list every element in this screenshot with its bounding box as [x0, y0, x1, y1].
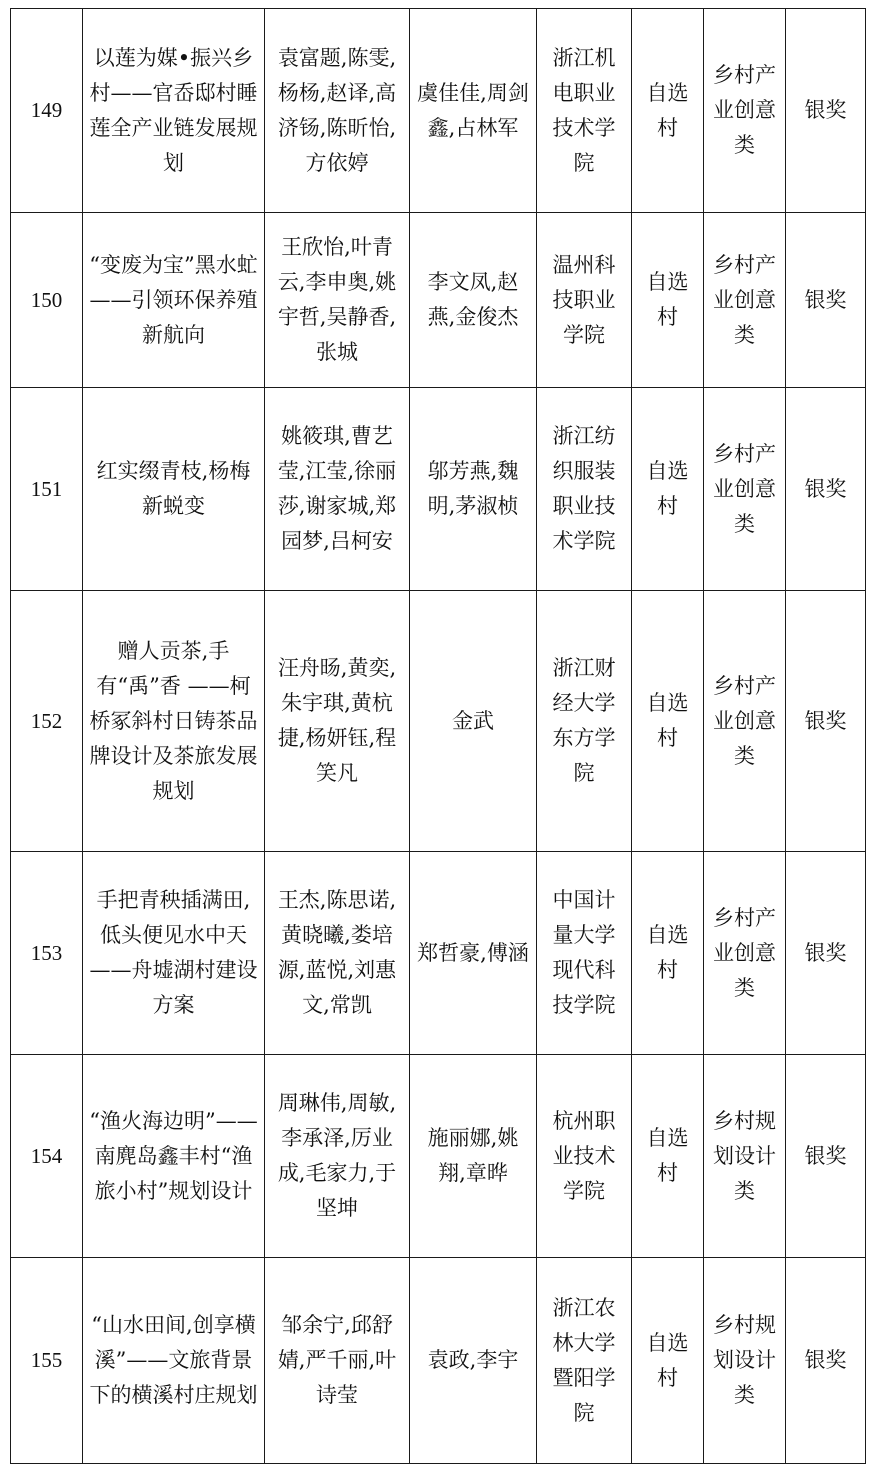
category: 乡村规划设计类 — [704, 1258, 786, 1464]
award: 银奖 — [786, 1055, 866, 1258]
row-number: 149 — [11, 9, 83, 213]
team-members: 姚筱琪,曹艺莹,江莹,徐丽莎,谢家城,郑园梦,吕柯安 — [265, 388, 410, 591]
category: 乡村产业创意类 — [704, 9, 786, 213]
category: 乡村产业创意类 — [704, 213, 786, 388]
school: 温州科技职业学院 — [537, 213, 632, 388]
village-type: 自选村 — [632, 1055, 704, 1258]
school: 浙江纺织服装职业技术学院 — [537, 388, 632, 591]
project-title: 红实缀青枝,杨梅新蜕变 — [83, 388, 265, 591]
row-number: 150 — [11, 213, 83, 388]
team-members: 邹余宁,邱舒婧,严千丽,叶诗莹 — [265, 1258, 410, 1464]
award: 银奖 — [786, 388, 866, 591]
row-number: 155 — [11, 1258, 83, 1464]
village-type: 自选村 — [632, 591, 704, 852]
village-type: 自选村 — [632, 1258, 704, 1464]
village-type: 自选村 — [632, 852, 704, 1055]
table-row — [11, 388, 866, 591]
team-members: 汪舟旸,黄奕,朱宇琪,黄杭捷,杨妍钰,程笑凡 — [265, 591, 410, 852]
school: 中国计量大学现代科技学院 — [537, 852, 632, 1055]
row-number: 153 — [11, 852, 83, 1055]
award: 银奖 — [786, 1258, 866, 1464]
advisors: 袁政,李宇 — [410, 1258, 537, 1464]
village-type: 自选村 — [632, 9, 704, 213]
advisors: 郑哲豪,傅涵 — [410, 852, 537, 1055]
row-number: 152 — [11, 591, 83, 852]
category: 乡村产业创意类 — [704, 852, 786, 1055]
row-number: 151 — [11, 388, 83, 591]
table-row — [11, 852, 866, 1055]
team-members: 周琳伟,周敏,李承泽,厉业成,毛家力,于坚坤 — [265, 1055, 410, 1258]
project-title: 赠人贡茶,手有“禹”香 ——柯桥冢斜村日铸茶品牌设计及茶旅发展规划 — [83, 591, 265, 852]
category: 乡村产业创意类 — [704, 591, 786, 852]
award: 银奖 — [786, 591, 866, 852]
table-row — [11, 213, 866, 388]
advisors: 施丽娜,姚翔,章晔 — [410, 1055, 537, 1258]
project-title: 手把青秧插满田,低头便见水中天——舟墟湖村建设方案 — [83, 852, 265, 1055]
team-members: 王欣怡,叶青云,李申奥,姚宇哲,吴静香,张城 — [265, 213, 410, 388]
table-row — [11, 9, 866, 213]
advisors: 李文凤,赵燕,金俊杰 — [410, 213, 537, 388]
award: 银奖 — [786, 213, 866, 388]
team-members: 王杰,陈思诺,黄晓曦,娄培源,蓝悦,刘惠文,常凯 — [265, 852, 410, 1055]
village-type: 自选村 — [632, 388, 704, 591]
advisors: 虞佳佳,周剑鑫,占林军 — [410, 9, 537, 213]
project-title: 以莲为媒•振兴乡村——官岙邸村睡莲全产业链发展规划 — [83, 9, 265, 213]
team-members: 袁富题,陈雯,杨杨,赵译,高济钖,陈昕怡,方依婷 — [265, 9, 410, 213]
school: 杭州职业技术学院 — [537, 1055, 632, 1258]
award: 银奖 — [786, 9, 866, 213]
school: 浙江财经大学东方学院 — [537, 591, 632, 852]
school: 浙江农林大学暨阳学院 — [537, 1258, 632, 1464]
project-title: “渔火海边明”——南麂岛鑫丰村“渔旅小村”规划设计 — [83, 1055, 265, 1258]
table-row — [11, 1055, 866, 1258]
project-title: “变废为宝”黑水虻——引领环保养殖新航向 — [83, 213, 265, 388]
village-type: 自选村 — [632, 213, 704, 388]
award: 银奖 — [786, 852, 866, 1055]
advisors: 金武 — [410, 591, 537, 852]
table-row — [11, 591, 866, 852]
category: 乡村规划设计类 — [704, 1055, 786, 1258]
school: 浙江机电职业技术学院 — [537, 9, 632, 213]
table-row — [11, 1258, 866, 1464]
category: 乡村产业创意类 — [704, 388, 786, 591]
awards-table — [10, 8, 866, 1464]
row-number: 154 — [11, 1055, 83, 1258]
project-title: “山水田间,创享横溪”——文旅背景下的横溪村庄规划 — [83, 1258, 265, 1464]
advisors: 邬芳燕,魏明,茅淑桢 — [410, 388, 537, 591]
